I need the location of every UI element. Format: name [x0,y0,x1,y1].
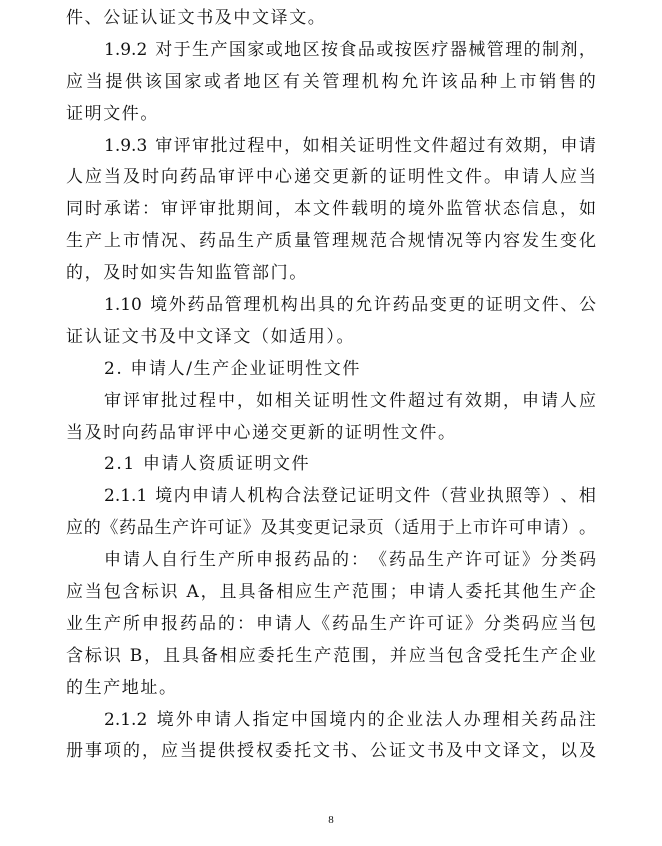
text-line: 含 标 识 B ， 且 具 备 相 应 委 托 生 产 范 围 ， 并 应 当 包 含 受 托 生 产 企 业 [66,645,596,666]
text-line: 应 当 提 供 该 国 家 或 者 地 区 有 关 管 理 机 构 允 许 该 品 种 上 市 销 售 的 [66,71,596,92]
text-line: 申 请 人 自 行 生 产 所 申 报 药 品 的 ： 《 药 品 生 产 许 可 证 》 分 类 码 [104,550,596,571]
text-line: 册 事 项 的 ， 应 当 提 供 授 权 委 托 文 书 、 公 证 文 书 及 中 文 译 文 ， 以 及 [66,741,596,762]
text-line: 应 的 《 药 品 生 产 许 可 证 》 及 其 变 更 记 录 页 （ 适 用 于 上 市 许 可 申 请 ） 。 [66,518,596,539]
text-line: 生 产 上 市 情 况 、 药 品 生 产 质 量 管 理 规 范 合 规 情 况 等 内 容 发 生 变 化 [66,231,596,252]
text-line: 证认证文书及中文译文（如适用）。 [66,326,356,347]
text-line: 同 时 承 诺 ： 审 评 审 批 期 间 ， 本 文 件 载 明 的 境 外 监 管 状 态 信 息 ， 如 [66,199,596,220]
page-number: 8 [328,814,334,826]
text-line: 人 应 当 及 时 向 药 品 审 评 中 心 递 交 更 新 的 证 明 性 文 件 。 申 请 人 应 当 [66,167,596,188]
text-line: 应 当 包 含 标 识 A ， 且 具 备 相 应 生 产 范 围 ； 申 请 人 委 托 其 他 生 产 企 [66,582,596,603]
text-line: 业 生 产 所 申 报 药 品 的 ： 申 请 人 《 药 品 生 产 许 可 证 》 分 类 码 应 当 包 [66,613,596,634]
text-line: 证明文件。 [66,103,159,124]
text-line: 2. 申请人/生产企业证明性文件 [104,358,361,379]
text-line: 1.9.2 对 于 生 产 国 家 或 地 区 按 食 品 或 按 医 疗 器 械 管 理 的 制 剂 ， [104,39,596,60]
text-line: 1.9.3 审 评 审 批 过 程 中 ， 如 相 关 证 明 性 文 件 超 过 有 效 期 ， 申 请 [104,135,596,156]
text-line: 当及时向药品审评中心递交更新的证明性文件。 [66,422,457,443]
text-line: 1.10 境 外 药 品 管 理 机 构 出 具 的 允 许 药 品 变 更 的 证 明 文 件 、 公 [104,295,596,316]
text-line: 2.1.1 境 内 申 请 人 机 构 合 法 登 记 证 明 文 件 （ 营 业 执 照 等 ） 、 相 [104,486,596,507]
text-line: 的生产地址。 [66,677,178,698]
text-line: 2.1 申请人资质证明文件 [104,454,311,475]
text-line: 的，及时如实告知监管部门。 [66,263,308,284]
document-body [66,3,596,768]
text-line: 件、公证认证文书及中文译文。 [66,8,327,28]
text-line: 2.1.2 境 外 申 请 人 指 定 中 国 境 内 的 企 业 法 人 办 理 相 关 药 品 注 [104,709,596,730]
text-line: 审 评 审 批 过 程 中 ， 如 相 关 证 明 性 文 件 超 过 有 效 期 ， 申 请 人 应 [104,390,596,411]
